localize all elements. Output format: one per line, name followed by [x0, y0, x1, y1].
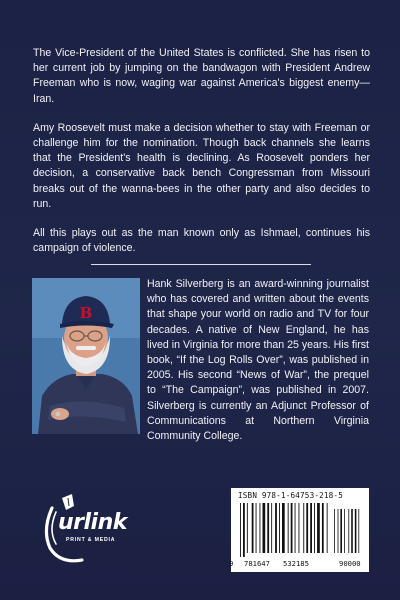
- synopsis-paragraph-1: The Vice-President of the United States is conflicted. She has risen to her current job by jumping on the bandwagon with President Andrew Freeman who is now, waging war against America's biggest enemy—Iran.: [33, 47, 370, 105]
- barcode-digits-left: 781647: [244, 559, 270, 568]
- synopsis-paragraph-2: Amy Roosevelt must make a decision whether to stay with Freeman or challenge him for the nomination. Though back channels she learns that the President's health is declining. As Roosevelt ponders her decision, a conservative back bench Congressman from Missouri breaks out of the wanna-bees in the other party and also decides to run.: [33, 121, 370, 210]
- author-bio: Hank Silverberg is an award-winning journalist who has covered and written about the events that shape your world on radio and TV for four decades. A native of New England, he has lived in Virginia for more than 25 years. His first book, “If the Log Rolls Over”, was published in 2005. His second “News of War”, the prequel to “The Campaign”, was published in 2007. Silverberg is currently an Adjunct Professor of Communications at Northern Virginia Community College.: [147, 278, 369, 443]
- isbn-barcode: [236, 501, 364, 559]
- section-divider: [91, 264, 311, 265]
- svg-text:B: B: [79, 304, 93, 322]
- barcode-digit-first: 9: [229, 559, 234, 568]
- isbn-label: ISBN 978-1-64753-218-5: [238, 491, 343, 500]
- publisher-tagline: PRINT & MEDIA: [66, 537, 116, 543]
- synopsis-text: [33, 46, 370, 270]
- barcode-price-code: 90000: [339, 559, 361, 568]
- barcode-digits-right: 532185: [283, 559, 309, 568]
- synopsis-paragraph-3: All this plays out as the man known only as Ishmael, continues his campaign of violence.: [33, 227, 370, 255]
- author-photo: [32, 278, 140, 434]
- publisher-name: urlink: [58, 510, 127, 535]
